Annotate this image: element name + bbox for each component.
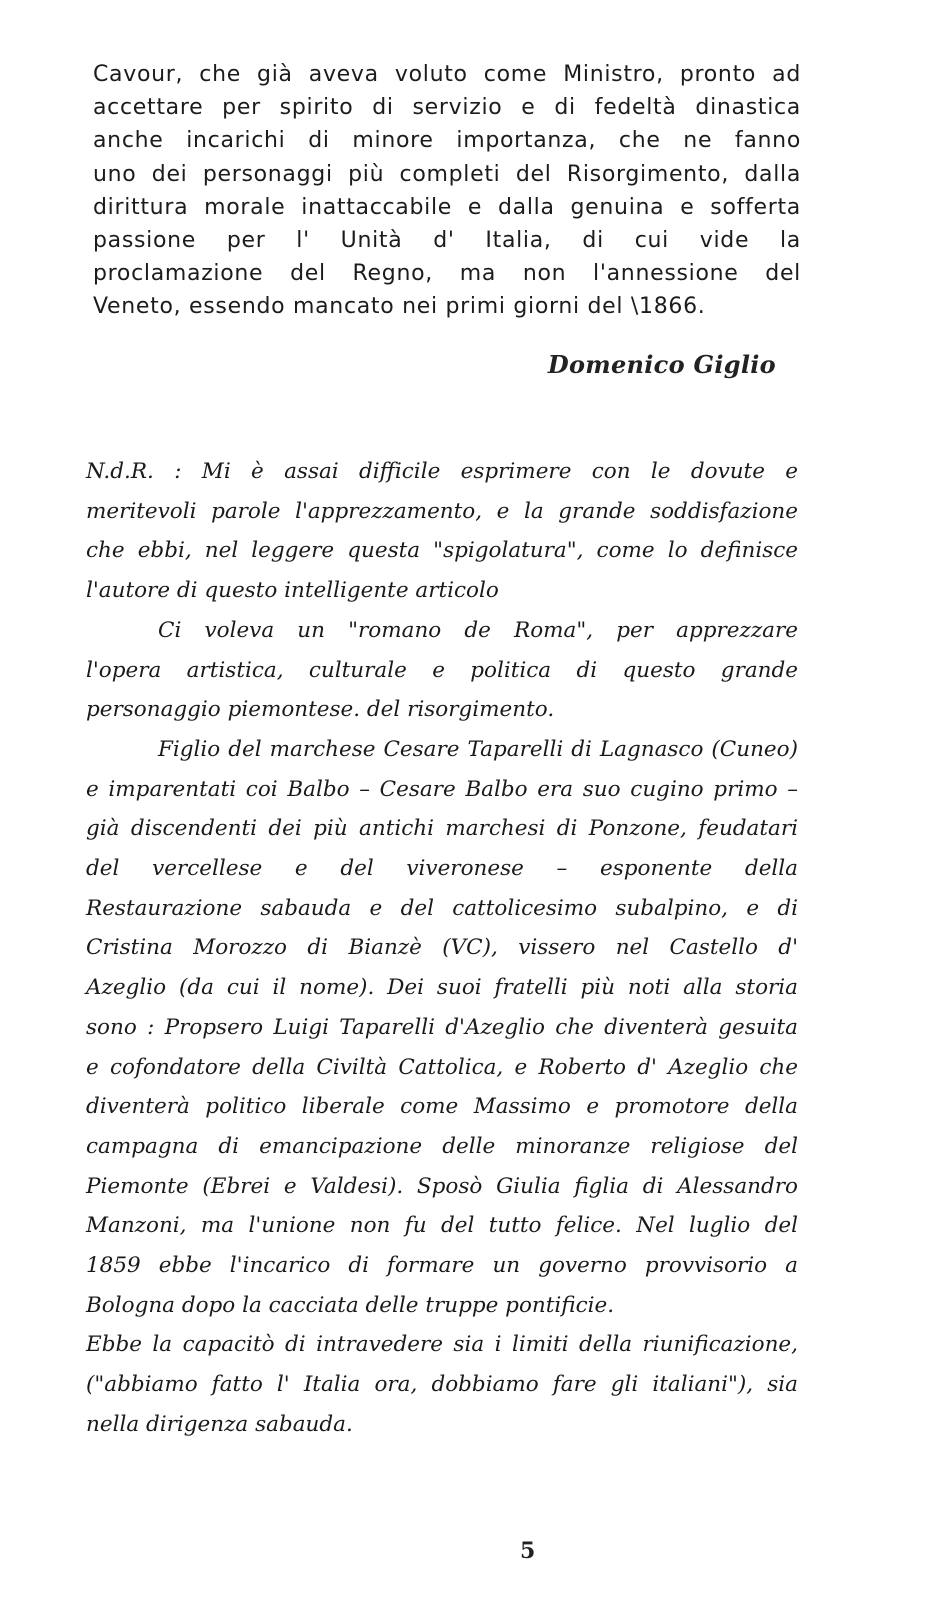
- text-line: Restaurazione sabauda e del cattolicesimo subalpino, e di: [86, 895, 798, 921]
- text-line: diventerà politico liberale come Massimo e promotore della: [86, 1094, 798, 1120]
- text-line: ("abbiamo fatto l' Italia ora, dobbiamo fare gli italiani"), sia: [86, 1372, 798, 1398]
- text-line: N.d.R. : Mi è assai difficile esprimere con le dovute e: [86, 459, 798, 484]
- page-number: 5: [520, 1538, 536, 1564]
- text-line: che ebbi, nel leggere questa "spigolatura", come lo definisce: [86, 538, 798, 564]
- text-line: campagna di emancipazione delle minoranze religiose del: [86, 1133, 798, 1159]
- text-line: Bologna dopo la cacciata delle truppe pontificie.: [86, 1292, 615, 1318]
- text-line: dirittura morale inattaccabile e dalla genuina e sofferta: [93, 194, 801, 220]
- text-line: e imparentati coi Balbo – Cesare Balbo era suo cugino primo –: [86, 776, 798, 802]
- text-line: personaggio piemontese. del risorgimento.: [86, 697, 555, 723]
- text-line: e cofondatore della Civiltà Cattolica, e Roberto d' Azeglio che: [86, 1054, 798, 1080]
- text-line: Piemonte (Ebrei e Valdesi). Sposò Giulia figlia di Alessandro: [86, 1173, 798, 1199]
- text-line: sono : Propsero Luigi Taparelli d'Azeglio che diventerà gesuita: [86, 1014, 798, 1040]
- text-line: Azeglio (da cui il nome). Dei suoi fratelli più noti alla storia: [86, 975, 798, 1001]
- text-line: Cristina Morozzo di Bianzè (VC), vissero nel Castello d': [86, 935, 798, 961]
- text-line: anche incarichi di minore importanza, che ne fanno: [93, 128, 801, 154]
- text-line: Veneto, essendo mancato nei primi giorni del \1866.: [93, 294, 706, 320]
- text-line: già discendenti dei più antichi marchesi di Ponzone, feudatari: [86, 816, 798, 842]
- text-line: passione per l' Unità d' Italia, di cui vide la: [93, 228, 801, 254]
- text-line: Ci voleva un "romano de Roma", per apprezzare: [158, 617, 798, 643]
- text-line: l'opera artistica, culturale e politica di questo grande: [86, 657, 798, 683]
- text-line: Figlio del marchese Cesare Taparelli di Lagnasco (Cuneo): [158, 736, 798, 762]
- editor-note: [86, 452, 798, 1445]
- text-line: Manzoni, ma l'unione non fu del tutto felice. Nel luglio del: [86, 1213, 798, 1239]
- author-signature: Domenico Giglio: [547, 350, 776, 379]
- text-line: meritevoli parole l'apprezzamento, e la grande soddisfazione: [86, 498, 798, 524]
- text-line: del vercellese e del viveronese – esponente della: [86, 856, 798, 882]
- text-line: l'autore di questo intelligente articolo: [86, 578, 499, 604]
- text-line: nella dirigenza sabauda.: [86, 1411, 353, 1437]
- paragraph-cavour: [93, 58, 801, 324]
- text-line: 1859 ebbe l'incarico di formare un governo provvisorio a: [86, 1253, 798, 1279]
- text-line: Cavour, che già aveva voluto come Ministro, pronto ad: [93, 62, 801, 87]
- text-line: proclamazione del Regno, ma non l'annessione del: [93, 261, 801, 287]
- text-line: uno dei personaggi più completi del Risorgimento, dalla: [93, 161, 801, 187]
- text-line: Ebbe la capacitò di intravedere sia i limiti della riunificazione,: [86, 1332, 798, 1358]
- text-line: accettare per spirito di servizio e di fedeltà dinastica: [93, 95, 801, 121]
